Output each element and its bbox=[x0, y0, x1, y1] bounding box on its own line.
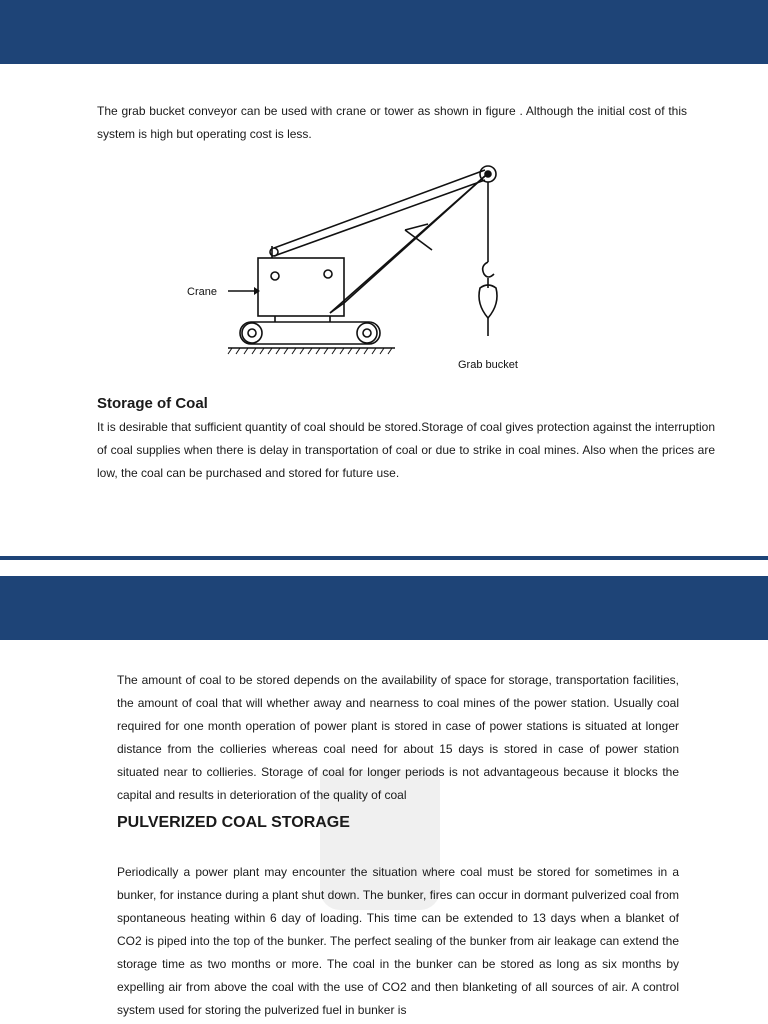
storage-of-coal-paragraph: It is desirable that sufficient quantity of coal should be stored.Storage of coal gives protection against the interruption of coal supplies when there is delay in transportation of coal or due to strike in coal mines. Also when the prices are low, the coal can be purchased and stored for future use. bbox=[97, 420, 715, 480]
storage-amount-paragraph: The amount of coal to be stored depends on the availability of space for storage, transportation facilities, the amount of coal that will whether away and nearness to coal mines of the power station. Usually coal required for one month operation of power plant is stored in case of power stations is situated at longer distance from the collieries whereas coal need for about 15 days is stored in case of power station situated near to collieries. Storage of coal for longer periods is not advantageous because it blocks the capital and results in deterioration of the quality of coal bbox=[117, 673, 679, 802]
page-divider bbox=[0, 556, 768, 560]
page1-header-band bbox=[0, 0, 768, 64]
page2-header-band bbox=[0, 576, 768, 640]
crane-grab-bucket-diagram bbox=[180, 158, 540, 378]
grab-bucket-label: Grab bucket bbox=[458, 359, 518, 371]
pulverized-coal-storage-heading: PULVERIZED COAL STORAGE bbox=[117, 814, 350, 831]
pulverized-coal-paragraph: Periodically a power plant may encounter the situation where coal must be stored for sometimes in a bunker, for instance during a plant shut down. The bunker, fires can occur in dormant pulverized coal from spontaneous heating within 6 day of loading. This time can be extended to 13 days when a blanket of CO2 is piped into the top of the bunker. The perfect sealing of the bunker from air leakage can extend the storage time as two months or more. The coal in the bunker can be stored as long as six months by expelling air from above the coal with the use of CO2 and then blanketing of all sources of air. A control system used for storing the pulverized fuel in bunker is bbox=[117, 865, 679, 1017]
crane-label: Crane bbox=[187, 286, 217, 298]
intro-paragraph: The grab bucket conveyor can be used with crane or tower as shown in figure . Although the initial cost of this system is high but operating cost is less. bbox=[97, 104, 687, 141]
storage-of-coal-heading: Storage of Coal bbox=[97, 395, 208, 412]
